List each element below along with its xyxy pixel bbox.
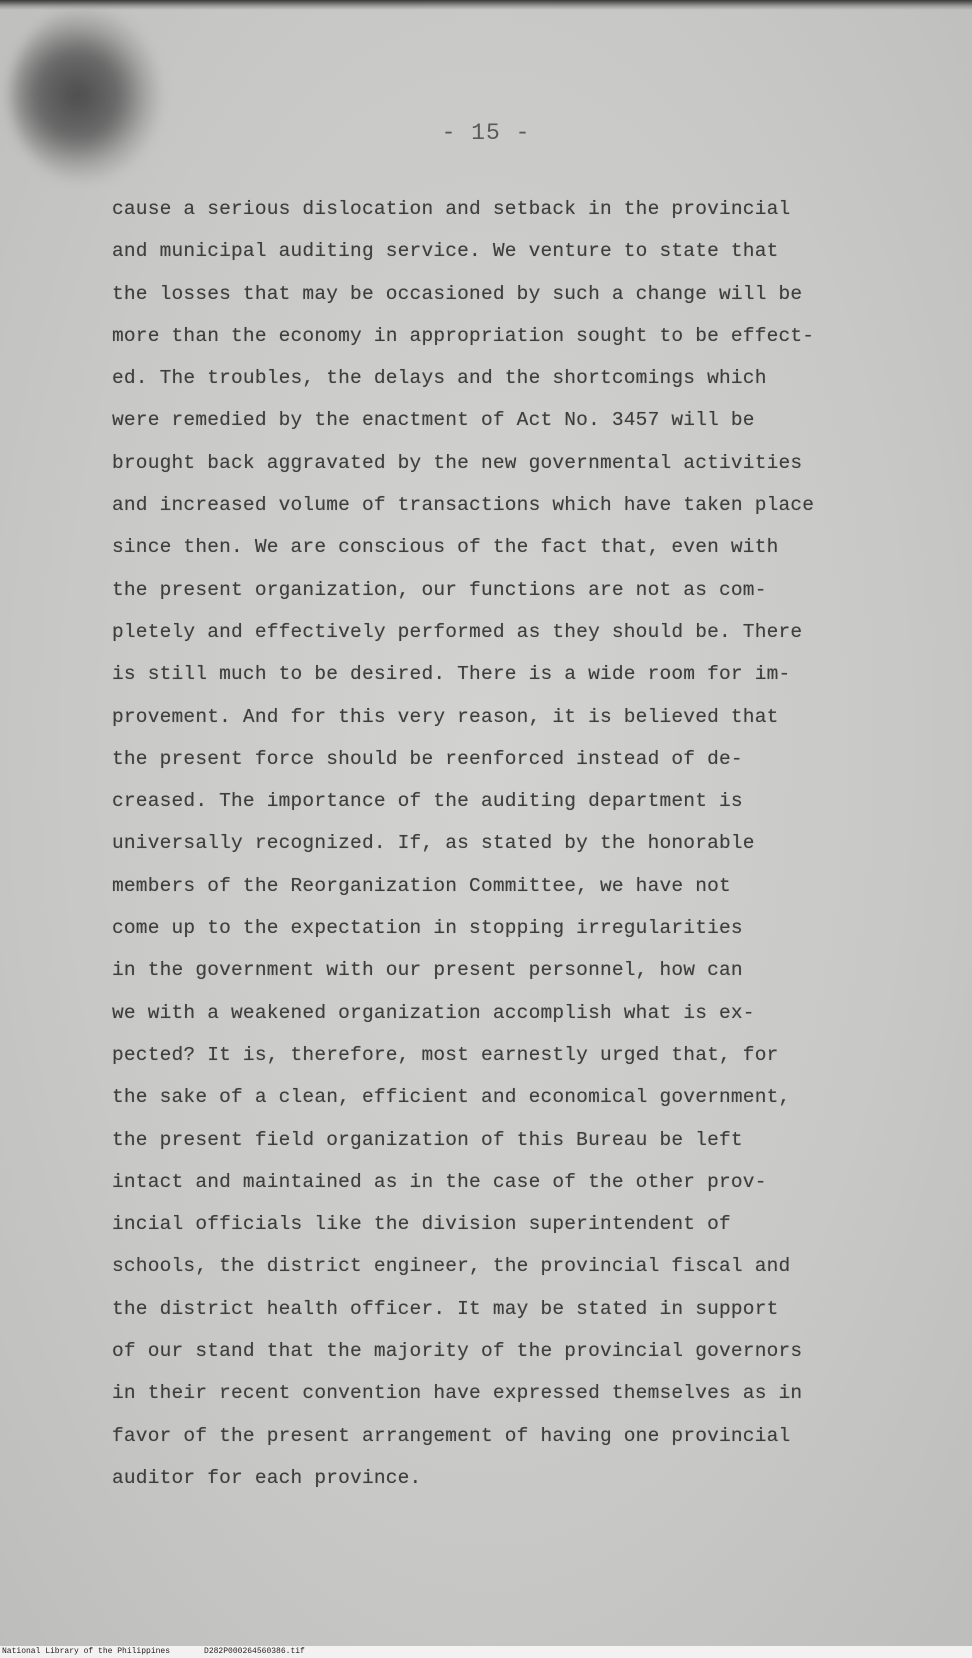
text-line: intact and maintained as in the case of the other prov- (112, 1170, 767, 1193)
text-line: the present organization, our functions are not as com- (112, 578, 767, 601)
text-line: schools, the district engineer, the provincial fiscal and (112, 1255, 791, 1278)
text-line: of our stand that the majority of the provincial governors (112, 1340, 803, 1363)
text-line: cause a serious dislocation and setback in the provincial (112, 198, 791, 220)
text-line: pected? It is, therefore, most earnestly urged that, for (112, 1043, 779, 1066)
text-line: in their recent convention have expressed themselves as in (112, 1382, 803, 1405)
text-line: favor of the present arrangement of having one provincial (112, 1424, 791, 1447)
text-line: and increased volume of transactions which have taken place (112, 494, 815, 517)
body-text (112, 188, 932, 1499)
text-line: and municipal auditing service. We venture to state that (112, 240, 779, 263)
text-line: were remedied by the enactment of Act No. 3457 will be (112, 409, 755, 432)
text-line: the present force should be reenforced instead of de- (112, 747, 743, 770)
text-line: come up to the expectation in stopping irregularities (112, 917, 743, 940)
text-line: the district health officer. It may be stated in support (112, 1297, 779, 1320)
text-line: auditor for each province. (112, 1466, 422, 1489)
text-line: the sake of a clean, efficient and economical government, (112, 1086, 791, 1109)
text-line: the present field organization of this Bureau be left (112, 1128, 743, 1151)
text-line: the losses that may be occasioned by such a change will be (112, 282, 803, 305)
text-line: provement. And for this very reason, it is believed that (112, 705, 779, 728)
text-line: we with a weakened organization accomplish what is ex- (112, 1001, 755, 1024)
text-line: brought back aggravated by the new governmental activities (112, 451, 803, 474)
scan-top-edge (0, 0, 972, 10)
footer-filename: D282P000264560386.tif (204, 1647, 305, 1656)
page-number: - 15 - (441, 120, 531, 146)
text-line: more than the economy in appropriation sought to be effect- (112, 324, 815, 347)
scan-stain (10, 10, 160, 180)
text-line: universally recognized. If, as stated by the honorable (112, 832, 755, 855)
text-line: incial officials like the division superintendent of (112, 1213, 731, 1236)
text-line: in the government with our present personnel, how can (112, 959, 743, 982)
text-line: members of the Reorganization Committee, we have not (112, 874, 731, 897)
text-line: pletely and effectively performed as they should be. There (112, 620, 803, 643)
text-line: creased. The importance of the auditing department is (112, 790, 743, 813)
scan-footer (0, 1646, 972, 1658)
footer-source: National Library of the Philippines (2, 1647, 171, 1656)
text-line: ed. The troubles, the delays and the shortcomings which (112, 367, 767, 390)
text-line: is still much to be desired. There is a wide room for im- (112, 663, 791, 686)
text-line: since then. We are conscious of the fact that, even with (112, 536, 779, 559)
